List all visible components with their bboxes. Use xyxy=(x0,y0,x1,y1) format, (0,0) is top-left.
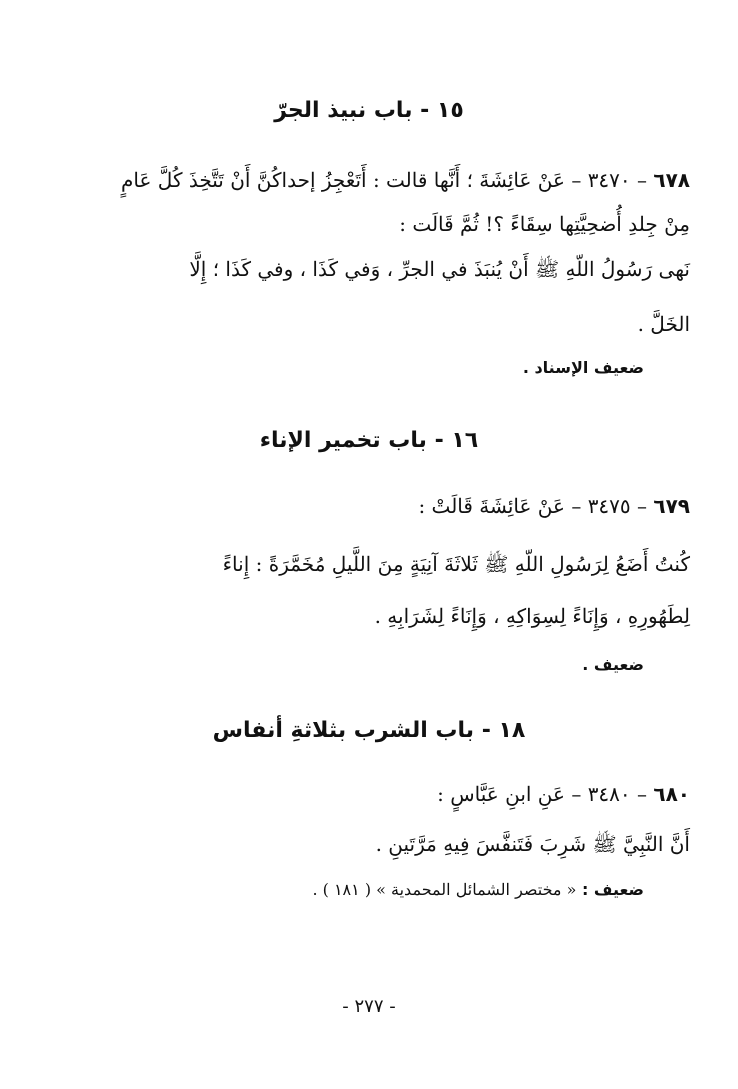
hadith-680-line-2: أَنَّ النَّبِيَّ ﷺ شَرِبَ فَتَنفَّسَ فِيهِ مَرَّتَينِ . xyxy=(375,832,690,856)
page-number: - ٢٧٧ - xyxy=(342,996,396,1017)
section-heading-18: ١٨ - باب الشرب بثلاثةِ أنفاس xyxy=(212,718,526,743)
hadith-text: – ٣٤٧٠ – عَنْ عَائِشَةَ ؛ أَنَّها قالت : أَتَعْجِزُ إحداكُنَّ أَنْ تَتَّخِذَ كُلَّ عَامٍ xyxy=(121,168,648,192)
hadith-678-line-4: الخَلَّ . xyxy=(637,312,690,336)
hadith-text: – ٣٤٧٥ – عَنْ عَائِشَةَ قَالَتْ : xyxy=(418,494,648,518)
section-heading-15: ١٥ - باب نبيذ الجرّ xyxy=(274,98,464,123)
hadith-679-grade: ضعيف . xyxy=(582,655,644,674)
section-heading-16: ١٦ - باب تخمير الإناء xyxy=(259,428,479,453)
grade-label: ضعيف : xyxy=(581,880,644,899)
hadith-678-line-3: نَهى رَسُولُ اللّهِ ﷺ أَنْ يُنبَذَ في الجرِّ ، وَفي كَذَا ، وفي كَذَا ؛ إِلَّا xyxy=(189,257,690,281)
hadith-678-grade: ضعيف الإسناد . xyxy=(522,358,644,377)
hadith-679-line-3: لِطَهُورِهِ ، وَإِنَاءً لِسِوَاكِهِ ، وَإِنَاءً لِشَرَابِهِ . xyxy=(374,604,690,628)
hadith-number: ٦٧٩ xyxy=(653,494,690,518)
hadith-679-line-1 xyxy=(42,494,690,518)
hadith-680-grade xyxy=(42,880,644,899)
hadith-678-line-2: مِنْ جِلدِ أُضحِيَّتِها سِقَاءً ؟! ثُمَّ قَالَت : xyxy=(399,212,690,236)
hadith-number: ٦٨٠ xyxy=(653,782,690,806)
hadith-679-line-2: كُنتُ أَضَعُ لِرَسُولِ اللّهِ ﷺ ثَلاثَةَ آنِيَةٍ مِنَ اللَّيلِ مُخَمَّرَةً : إِناءً xyxy=(222,552,690,576)
hadith-678-line-1 xyxy=(42,168,690,192)
hadith-680-line-1 xyxy=(42,782,690,806)
grade-reference: « مختصر الشمائل المحمدية » ( ١٨١ ) . xyxy=(312,880,577,899)
hadith-number: ٦٧٨ xyxy=(653,168,690,192)
hadith-text: – ٣٤٨٠ – عَنِ ابنِ عَبَّاسٍ : xyxy=(437,782,648,806)
